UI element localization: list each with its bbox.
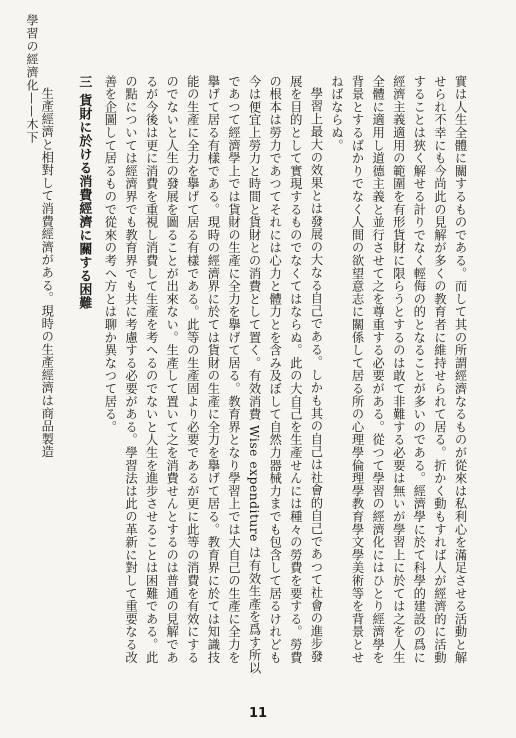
section-title: 貨財に於ける消費經濟に關する困難 xyxy=(76,93,92,310)
section-number: 三 xyxy=(76,75,92,89)
page-number: 11 xyxy=(248,706,268,721)
paragraph: 生產經濟と相對して消費經濟がある。現時の生產經濟は商品製造 xyxy=(39,87,54,459)
section-heading xyxy=(63,75,94,675)
running-header: 學習の經濟化——木下 xyxy=(25,14,39,144)
paragraph: 實は人生全體に關するものである。而して其の所謂經濟なるものが從來は私利心を滿足させる活動と解せられ不幸にも今尚此の見解が多くの教育者に維持せられて居る。折かく動もすれば人が經濟的に活動することは狹く解せる計りでなく輕侮の的となることが多いのである。經濟學に於て科學的建設の爲に經濟主義適用の範圍を有形貨財に限らうとするのは敢て非難する必要は無いが學習上に於ては之を人生全體に適用し道德主義と並行させて之を尊重する必要がある。從つて學習の經濟化にはひとり經濟學を背景とするばかりでなく人間の欲望意志に關係して居る所の心理學倫理學教育學文學美術等を背景とせねばならぬ。 xyxy=(329,75,467,664)
body-text xyxy=(39,75,470,675)
paragraph: 學習上最大の效果とは發展の大なる自己である。しかも其の自己は社會的自己であつて社會の進步發展を目的として實現するものでなくてはならぬ。此の大自己を生產せんには種々の勞費を要する。勞費の根本は勞力であつてそれには心力と體力とを含み及ぼして自然力器械力までも包含して居るけれども今は便宜上勞力と時間と貨財との消費として置く。有效消費 Wise expenditure は有效生產を爲す所以であつて經濟學上では貨財の生產に全力を擧げて居る。教育界となり學習上では大自己の生產に全力を擧げて居る有樣である。現時の經濟界に於ては貨財の生產に全力を擧げて居る。教育界に於ては知識技能の生產に全力を擧げて居る有樣である。此等の生產固より必要であるが更に此等の消費を有效にするのでないと人生の發展を圖ることが出來ない。生產して置いて之を消費せんとするのは普通の見解であるが今後は更に消費を重視し消費して生產を考へるのでないと人生を進步させることは困難である。此の點については經濟界でも教育界でも共に考慮する必要がある。學習法は此の革新に對して重要なる改善を企圖して居るもので從來の考へ方とは聊か異なつて居る。 xyxy=(102,75,323,675)
